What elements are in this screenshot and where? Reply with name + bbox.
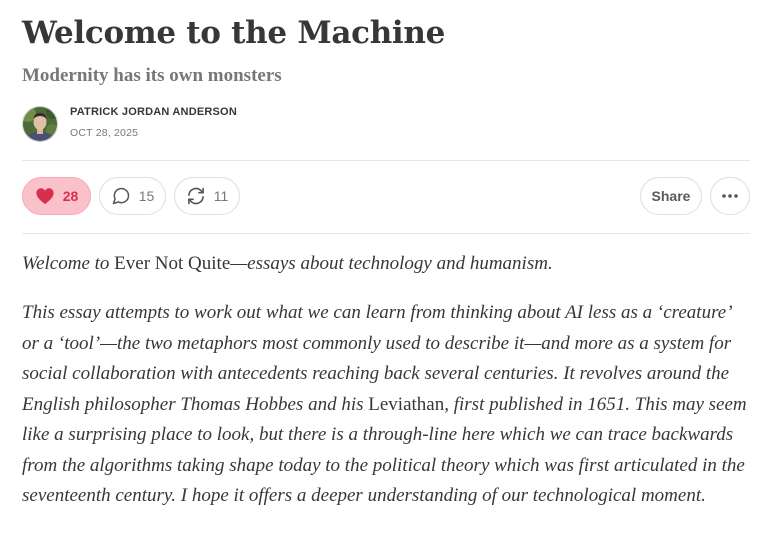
restack-button[interactable] (174, 177, 240, 215)
author-name-link[interactable]: PATRICK JORDAN ANDERSON (70, 106, 237, 118)
post-date: OCT 28, 2025 (70, 127, 139, 139)
intro-tagline: —essays about technology and humanism. (230, 253, 553, 274)
like-button[interactable] (22, 177, 91, 215)
restack-count: 11 (213, 188, 229, 204)
essay-paragraph (22, 298, 750, 512)
publication-name: Ever Not Quite (114, 253, 231, 274)
like-count: 28 (62, 188, 79, 204)
comment-count: 15 (138, 188, 155, 204)
post-title: Welcome to the Machine (22, 15, 446, 51)
essay-text-part1: This essay attempts to work out what we can learn from thinking about AI less as a ‘creature’ or a ‘tool’—the two metaphors most commonly used to describe it—and more as a system for social collaboration with antecedents reaching back several centuries. It revolves around the English philosopher Thomas Hobbes and his (22, 302, 732, 415)
ellipsis-icon (721, 193, 739, 199)
restack-arrows-icon (186, 186, 206, 206)
intro-welcome: Welcome to (22, 253, 110, 274)
heart-icon (35, 187, 55, 205)
book-title: Leviathan (368, 393, 445, 415)
comments-button[interactable] (99, 177, 166, 215)
post-subtitle: Modernity has its own monsters (22, 65, 282, 86)
divider-top (22, 160, 750, 161)
share-button[interactable]: Share (640, 177, 702, 215)
comment-bubble-icon (111, 186, 131, 206)
essay-text-part2: , first published in 1651. This may seem like a surprising place to look, but there is a through-line here which we can trace backwards from the algorithms taking shape today to the political theory which was first articulated in the seventeenth century. I hope it offers a deeper understanding of our technological moment. (22, 393, 747, 506)
intro-paragraph (22, 250, 750, 278)
author-avatar[interactable] (22, 106, 58, 142)
more-options-button[interactable] (710, 177, 750, 215)
divider-bottom (22, 233, 750, 234)
